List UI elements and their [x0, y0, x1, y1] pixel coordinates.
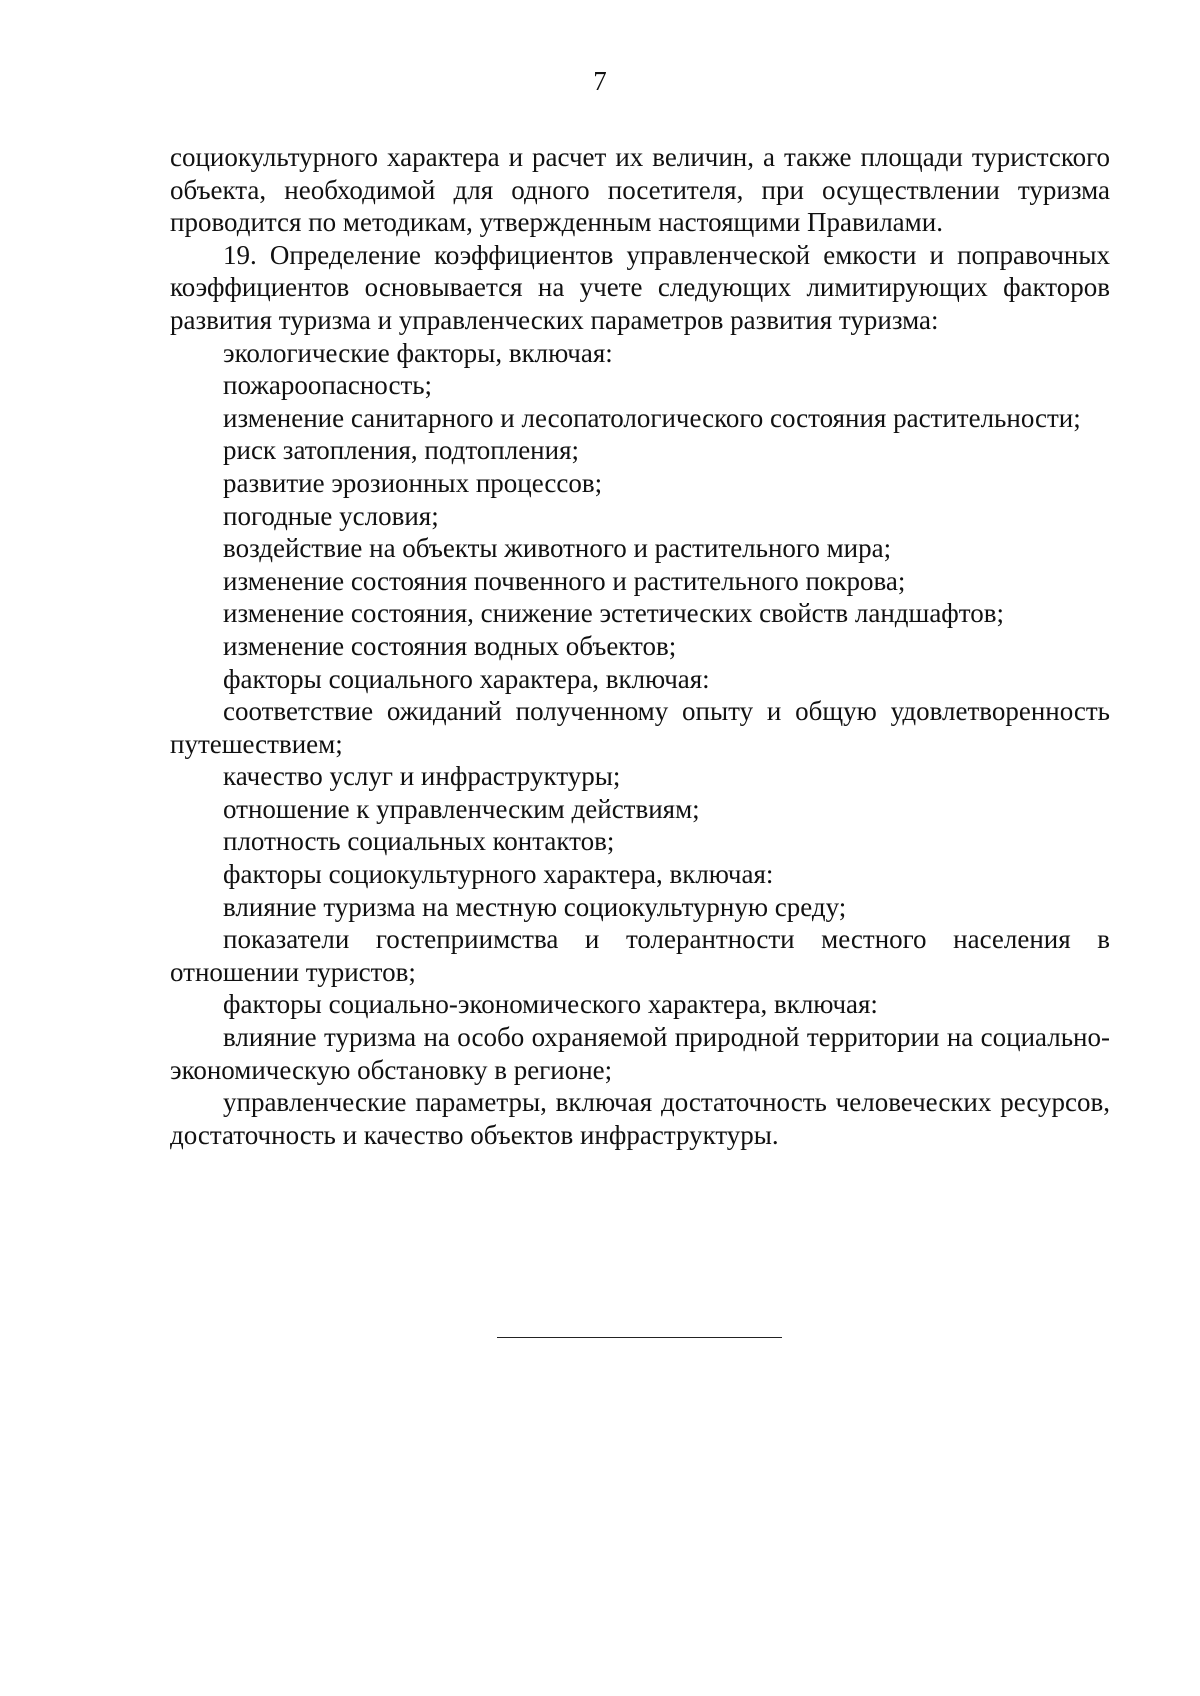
- list-item: управленческие параметры, включая достаточность человеческих ресурсов, достаточность и качество объектов инфраструктуры.: [170, 1087, 1110, 1150]
- page-number: 7: [593, 66, 607, 96]
- list-item: риск затопления, подтопления;: [223, 435, 579, 466]
- list-item: качество услуг и инфраструктуры;: [223, 761, 621, 792]
- list-item: развитие эрозионных процессов;: [223, 467, 603, 498]
- body-text: [170, 141, 1110, 1151]
- list-item: изменение состояния водных объектов;: [223, 630, 677, 661]
- paragraph-continuation: социокультурного характера и расчет их величин, а также площади туристского объекта, необходимой для одного посетителя, при осуществлении туризма проводится по методикам, утвержденным настоящими Правилами.: [170, 142, 1110, 238]
- list-item: факторы социально-экономического характера, включая:: [223, 989, 878, 1020]
- list-item: воздействие на объекты животного и растительного мира;: [223, 533, 892, 564]
- list-item: показатели гостеприимства и толерантности местного населения в отношении туристов;: [170, 924, 1110, 987]
- list-item: плотность социальных контактов;: [223, 826, 615, 857]
- list-item: изменение санитарного и лесопатологического состояния растительности;: [223, 402, 1081, 433]
- list-item: соответствие ожиданий полученному опыту и общую удовлетворенность путешествием;: [170, 696, 1110, 759]
- list-item: отношение к управленческим действиям;: [223, 793, 700, 824]
- list-item: факторы социокультурного характера, включая:: [223, 859, 774, 890]
- list-item: влияние туризма на местную социокультурную среду;: [223, 891, 847, 922]
- list-item: изменение состояния почвенного и растительного покрова;: [223, 565, 906, 596]
- list-item: погодные условия;: [223, 500, 439, 531]
- list-item: факторы социального характера, включая:: [223, 663, 710, 694]
- list-item: влияние туризма на особо охраняемой природной территории на социально-экономическую обстановку в регионе;: [170, 1022, 1110, 1085]
- list-item: пожароопасность;: [223, 370, 433, 401]
- paragraph-item-19: 19. Определение коэффициентов управленческой емкости и поправочных коэффициентов основывается на учете следующих лимитирующих факторов развития туризма и управленческих параметров развития туризма:: [170, 239, 1110, 335]
- list-item: изменение состояния, снижение эстетических свойств ландшафтов;: [223, 598, 1004, 629]
- list-item: экологические факторы, включая:: [223, 337, 613, 368]
- end-of-document-rule: [497, 1337, 782, 1338]
